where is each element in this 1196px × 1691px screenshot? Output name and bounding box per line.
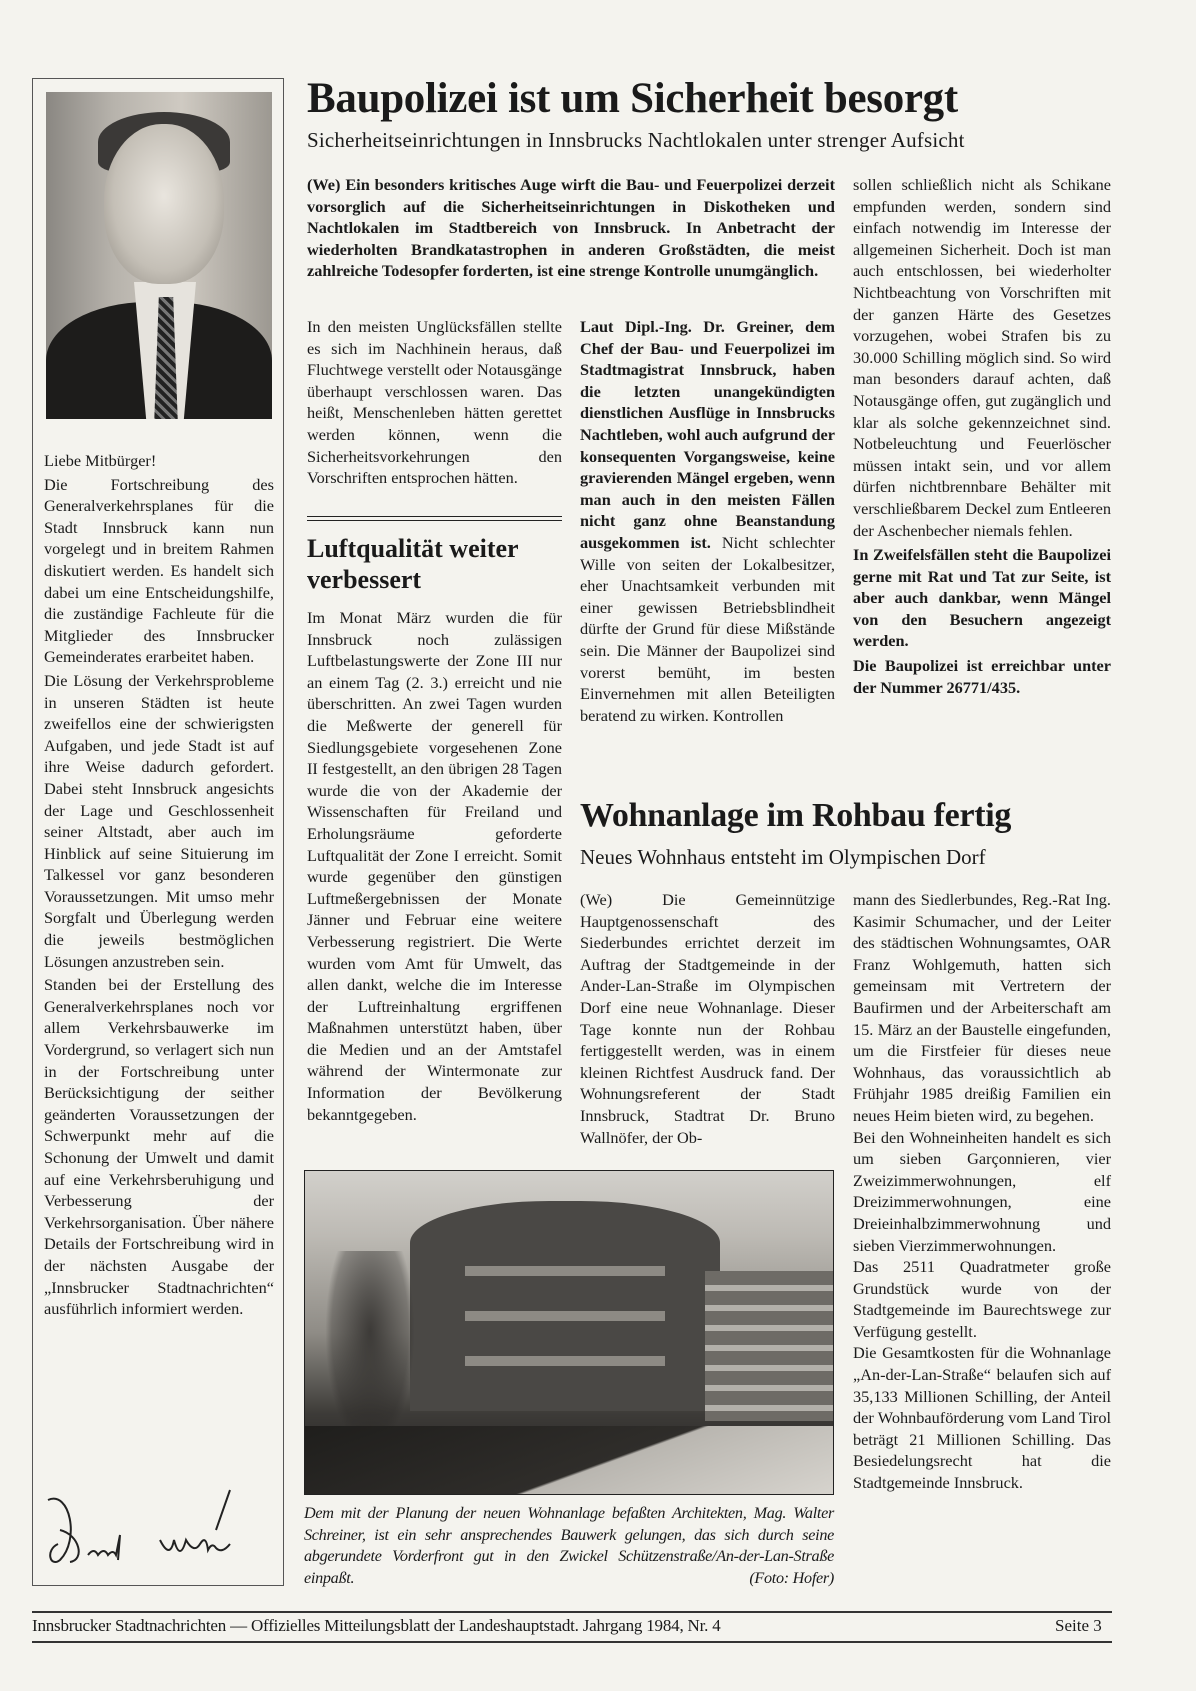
article-subhead: Sicherheitseinrichtungen in Innsbrucks Nachtlokalen unter strenger Aufsicht [307, 128, 965, 152]
article-headline: Wohnanlage im Rohbau fertig [580, 797, 1012, 834]
article-text-bold: In Zweifelsfällen steht die Baupolizei gerne mit Rat und Tat zur Seite, ist aber auch dankbar, wenn Mängel von den Besuchern angezeigt werden. [853, 545, 1111, 651]
article-column [580, 889, 835, 1148]
building-photo [304, 1170, 834, 1495]
letter-paragraph: Standen bei der Erstellung des Generalverkehrsplanes noch vor allem Verkehrsbauwerke im Vordergrund, so verlagert sich nun in der Fortschreibung unter Berücksichtigung der seither geänderten Voraussetzungen der Schwerpunkt mehr auf die Schonung der Umwelt und damit auf eine Verkehrsberuhigung und Verbesserung der Verkehrsorganisation. Über nähere Details der Fortschreibung wird in der nächsten Ausgabe der „Innsbrucker Stadtnachrichten“ ausführlich informiert werden. [44, 975, 274, 1319]
article-text: Das 2511 Quadratmeter große Grundstück wurde von der Stadtgemeinde im Baurechtswege zur Verfügung gestellt. [853, 1257, 1111, 1341]
article-contact: Die Baupolizei ist erreichbar unter der Nummer 26771/435. [853, 656, 1111, 697]
article-text-bold: Laut Dipl.-Ing. Dr. Greiner, dem Chef der Bau- und Feuerpolizei im Stadtmagistrat Innsbruck, haben die letzten unangekündigten dienstlichen Ausflüge in Innsbrucks Nachtleben, wohl auch aufgrund der konsequenten Vorgangsweise, keine gravierenden Mängel ergeben, wenn man auch in den meisten Fällen nicht ganz ohne Beanstandung ausgekommen ist. [580, 317, 835, 552]
page-number: Seite 3 [1055, 1616, 1102, 1635]
article-headline: Luftqualität weiter verbessert [307, 534, 519, 594]
photo-caption [304, 1503, 834, 1589]
article-column [307, 607, 562, 1125]
article-text: sollen schließlich nicht als Schikane empfunden werden, sondern sind einfach notwendig im Interesse der allgemeinen Sicherheit. Doch ist man auch entschlossen, bei wiederholter Nichtbeachtung von Vorschriften mit der ganzen Härte des Gesetzes vorzugehen, wobei Strafen bis zu 30.000 Schilling möglich sind. So wird man besonders darauf achten, daß Notausgänge offen, gut zugänglich und klar als solche gekennzeichnet sind. Notbeleuchtung und Feuerlöscher müssen intakt sein, und vor allem dürfen nichtbrennbare Behälter mit verschließbarem Deckel zum Entleeren der Aschenbecher niemals fehlen. [853, 175, 1111, 540]
caption-text: Dem mit der Planung der neuen Wohnanlage befaßten Architekten, Mag. Walter Schreiner, ist ein sehr ansprechendes Bauwerk gelungen, das sich durch seine abgerundete Vorderfront gut in den Zwickel Schützenstraße/An-der-Lan-Straße einpaßt. [304, 1504, 834, 1587]
article-lead: (We) Ein besonders kritisches Auge wirft die Bau- und Feuerpolizei derzeit vorsorglich auf die Sicherheitseinrichtungen in Diskotheken und Nachtlokalen im Stadtbereich von Innsbruck. In Anbetracht der wiederholten Brandkatastrophen in anderen Großstädten, die meist zahlreiche Todesopfer forderten, ist eine strenge Kontrolle unumgänglich. [307, 175, 835, 281]
article-text: Nicht schlechter Wille von seiten der Lokalbesitzer, eher Unachtsamkeit verbunden mit einer gewissen Betriebsblindheit dürfte der Grund für diese Mißstände sein. Die Männer der Baupolizei sind vorerst bemüht, im besten Einvernehmen mit allen Beteiligten beratend zu wirken. Kontrollen [580, 532, 835, 725]
sidebar-letter-text [44, 450, 274, 1322]
signature-icon [40, 1480, 280, 1580]
article-column [580, 316, 835, 726]
article-column [853, 889, 1111, 1494]
article-text: (We) Die Gemeinnützige Hauptgenossenschaft des Siederbundes errichtet derzeit im Auftrag der Stadtgemeinde in der Ander-Lan-Straße im Olympischen Dorf eine neue Wohnanlage. Dieser Tage konnte nun der Rohbau fertiggestellt werden, was in einem kleinen Richtfest Ausdruck fand. Der Wohnungsreferent der Stadt Innsbruck, Stadtrat Dr. Bruno Wallnöfer, der Ob- [580, 890, 835, 1147]
article-text: Bei den Wohneinheiten handelt es sich um sieben Garçonnieren, vier Zweizimmerwohnungen, elf Dreizimmerwohnungen, eine Dreieinhalbzimmerwohnung und sieben Vierzimmerwohnungen. [853, 1127, 1111, 1255]
article-column [853, 174, 1111, 698]
article-subhead: Neues Wohnhaus entsteht im Olympischen Dorf [580, 845, 986, 869]
portrait-photo [46, 92, 272, 419]
footer-publication: Innsbrucker Stadtnachrichten — Offizielles Mitteilungsblatt der Landeshauptstadt. Jahrgang 1984, Nr. 4 [32, 1616, 721, 1635]
photo-credit: (Foto: Hofer) [749, 1568, 834, 1587]
article-text: mann des Siedlerbundes, Reg.-Rat Ing. Kasimir Schumacher, und der Leiter des städtischen Wohnungsamtes, OAR Franz Wohlgemuth, hatten sich gemeinsam mit Vertretern der Baufirmen und der Arbeiterschaft am 15. März an der Baustelle eingefunden, um die Firstfeier für dieses neue Wohnhaus, das voraussichtlich ab Frühjahr 1985 dreißig Familien ein neues Heim bieten wird, zu begehen. [853, 890, 1111, 1125]
article-text: Die Gesamtkosten für die Wohnanlage „An-der-Lan-Straße“ belaufen sich auf 35,133 Millionen Schilling, der Anteil der Wohnbauförderung vom Land Tirol beträgt 21 Millionen Schilling. Das Besiedelungsrecht hat die Stadtgemeinde Innsbruck. [853, 1343, 1111, 1493]
article-text: In den meisten Unglücksfällen stellte es sich im Nachhinein heraus, daß Fluchtwege verstellt oder Notausgänge überhaupt verschlossen waren. Das heißt, Menschenleben hätten gerettet werden können, wenn die Sicherheitsvorkehrungen den Vorschriften entsprochen hätten. [307, 317, 562, 488]
footer-rule [32, 1611, 1112, 1613]
article-headline: Baupolizei ist um Sicherheit besorgt [307, 75, 958, 122]
footer-rule [32, 1641, 1112, 1643]
article-column [307, 316, 562, 489]
section-divider [307, 516, 562, 521]
article-text: Im Monat März wurden die für Innsbruck noch zulässigen Luftbelastungswerte der Zone III nur an einem Tag (2. 3.) erreicht und nie überschritten. An zwei Tagen wurden die Meßwerte der generell für Siedlungsgebiete vorgesehenen Zone II festgestellt, an den übrigen 28 Tagen wurde die von der Akademie der Wissenschaften für Freiland und Erholungsräume geforderte Luftqualität der Zone I erreicht. Somit wurde gegenüber den günstigen Luftmeßergebnissen der Monate Jänner und Februar eine weitere Verbesserung registriert. Die Werte wurden vom Amt für Umwelt, das allen dankt, welche die im Interesse der Luftreinhaltung ergriffenen Maßnahmen unterstützt haben, über die Medien und an der Amtstafel während der Wintermonate zur Information der Bevölkerung bekanntgegeben. [307, 608, 562, 1124]
letter-paragraph: Die Lösung der Verkehrsprobleme in unseren Städten ist heute zweifellos eine der schwierigsten Aufgaben, und jede Stadt ist auf ihre Weise dadurch gefordert. Dabei steht Innsbruck angesichts der Lage und Geschlossenheit seiner Altstadt, aber auch im Hinblick auf seine Situierung im Talkessel vor ganz besonderen Voraussetzungen. Mit umso mehr Sorgfalt und Überlegung werden die jeweils bestmöglichen Lösungen anzustreben sein. [44, 670, 274, 971]
letter-paragraph: Die Fortschreibung des Generalverkehrsplanes für die Stadt Innsbruck kann nun vorgelegt und in breitem Rahmen diskutiert werden. Es handelt sich dabei um eine Entscheidungshilfe, die zuständige Fachleute für die Mitglieder des Innsbrucker Gemeinderates erarbeitet haben. [44, 474, 274, 667]
letter-salutation: Liebe Mitbürger! [44, 451, 157, 470]
